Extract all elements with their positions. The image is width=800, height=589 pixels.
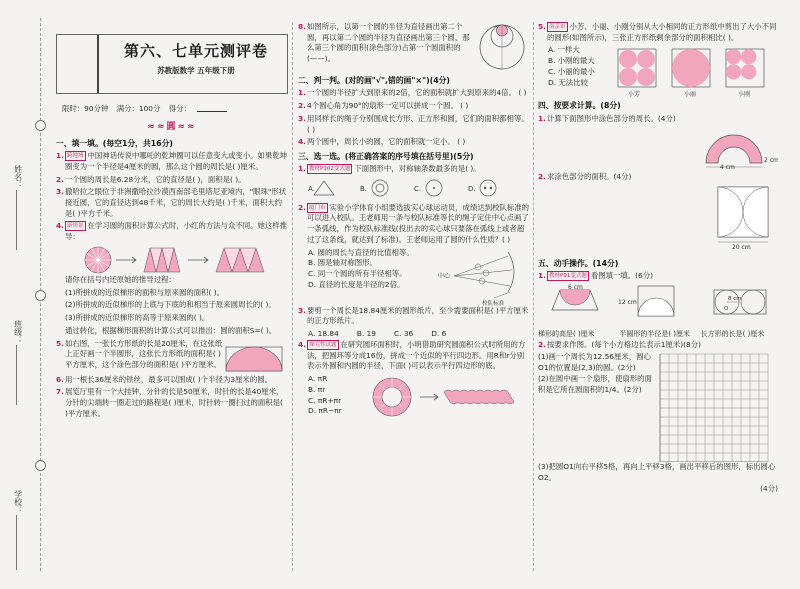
question-5-options-row xyxy=(538,45,778,97)
unit-banner: ≈≈圆≈≈ xyxy=(147,121,197,132)
choice-2-option-b[interactable]: B. 圆是轴对称图形。 xyxy=(308,258,377,268)
shot-put-arc-figure xyxy=(438,248,528,306)
three-squares-figure xyxy=(614,45,774,97)
choice-4-option-d[interactable]: D. πR−πr xyxy=(308,406,342,416)
section-5-heading: 五、动手操作。(14分) xyxy=(538,258,619,268)
title-box xyxy=(56,34,288,94)
section-4-heading: 四、按要求计算。(8分) xyxy=(538,101,621,111)
choice-4-options-row xyxy=(298,374,530,420)
question-4-conclusion: 通过转化，根据梯形面积的计算公式可以推出：圆的面积S=( )。 xyxy=(65,325,277,335)
question-6: 6. 用一根长36厘米的铁丝，最多可以围成( )个半径为3厘米的圆。 xyxy=(56,374,272,384)
draw-2-part-3: (3)把圆O1向右平移5格，再向上平移3格，画出平移后的图形，标出圆心O2。 xyxy=(538,462,776,483)
question-8: 8. 如图所示，以第一个圆的半径为直径画出第二个圆，再以第二个圆的半径为直径画出第三个圆，那么第三个圆的面积(涂色部分)占第一个圆面积的(——)。 xyxy=(298,22,470,64)
question-4: 4. 新情景 在学习圆的面积计算公式时，小红的方法与众不同。她这样推导： xyxy=(56,221,288,242)
choice-4: 4. 探究性试题 在研究圆环面积时，小明借助研究圆面积公式时所用的方法，把圆环等分成16份，拼成一个近似的平行四边形。用R和r分别表示外圆和内圆的半径，下面( )可以表示平行四边形的底。 xyxy=(298,339,526,371)
dimension-4cm: 4 cm xyxy=(720,163,735,169)
dimension-2cm: 2 cm xyxy=(764,156,778,164)
judge-4: 4. 两个圆中，周长小的圆，它的面积就一定小。 ( ) xyxy=(298,137,466,147)
option-a-label: A. xyxy=(308,185,315,193)
center-label: 中心 xyxy=(438,272,451,280)
semicircle-in-rectangle-figure xyxy=(224,345,286,375)
question-4-prompt: 请你在括号内还原她的推导过程： xyxy=(65,274,176,284)
choice-3-option-a[interactable]: A. 18.84 xyxy=(308,329,339,339)
answer-paren[interactable]: ( ) xyxy=(457,137,466,147)
binding-margin xyxy=(0,0,52,589)
choice-3: 3. 要剪一个周长是18.84厘米的圆形纸片，至少需要面积是( )平方厘米的正方形纸片。 xyxy=(298,305,529,326)
dimension-8cm: 8 cm xyxy=(728,295,742,302)
exam-info xyxy=(56,104,288,115)
question-4-part-2: (2)所拼成的近似梯形的上底与下底的和相当于原来圆周长的( )。 xyxy=(65,300,276,310)
section-3-heading: 三、选一选。(将正确答案的序号填在括号里)(5分) xyxy=(298,151,474,161)
concentric-circle-shape xyxy=(372,180,388,196)
choice-3-option-d[interactable]: D. 6 xyxy=(431,329,447,339)
school-field-line[interactable] xyxy=(16,515,17,570)
calc-1: 1. 计算下面图形中涂色部分的周长。(4分) xyxy=(538,113,676,123)
question-8-row xyxy=(298,22,530,72)
judge-1: 1. 一个圆的半径扩大到原来的2倍，它的面积就扩大到原来的4倍。 ( ) xyxy=(298,88,527,98)
draw-2-part-2: (2)在圆中画一个扇形，使扇形的面积是它所在圆面积的1/4。(2分) xyxy=(538,373,652,394)
question-tag: 新情景 xyxy=(67,223,84,230)
center-o-label: O xyxy=(724,305,729,312)
choice-3-option-b[interactable]: B. 19 xyxy=(356,329,376,339)
circle-to-trapezoid-figure xyxy=(56,245,288,275)
q5-option-a[interactable]: A. 一样大 xyxy=(548,45,580,55)
choice-4-option-b[interactable]: B. πr xyxy=(308,384,326,394)
choice-2-options-row xyxy=(298,248,530,306)
question-tag: 教材P102变式题 xyxy=(309,166,351,173)
star-in-square-figure xyxy=(538,185,778,251)
answer-paren[interactable]: ( ) xyxy=(307,124,316,134)
rectangle-length-blank[interactable]: 长方形的长是( )厘米 xyxy=(700,330,765,339)
choice-3-option-c[interactable]: C. 36 xyxy=(393,329,414,339)
semicircle-radius-blank[interactable]: 半圆形的半径是( )厘米 xyxy=(619,330,691,339)
class-field-line[interactable] xyxy=(16,345,17,405)
column-1 xyxy=(56,22,288,422)
question-2: 2. 一个圆的周长是6.28分米，它的直径是( )，面积是( )。 xyxy=(56,174,246,184)
punch-hole xyxy=(35,460,46,471)
draw-2: 2. 按要求作图。(每个小方格边长表示1厘米)(8分) xyxy=(538,339,701,349)
dimension-12cm: 12 cm xyxy=(618,298,637,306)
triangle-shape xyxy=(314,181,334,195)
option-d-label: D. xyxy=(468,185,476,193)
draw-2-part-1: (1)画一个周长为12.56厘米，圆心O1的位置是(2,3)的圆。(2分) xyxy=(538,352,651,373)
question-5: 5. 如右图，一张长方形纸的长是20厘米，在这张纸上正好画一个半圆形，这张长方形纸的面积是( )平方厘米，这个涂色部分的面积是( )平方厘米。 xyxy=(56,338,223,370)
choice-2: 2. 厦门市 实验小学体育小组要选拔实心球运动员，成绩达到校队标准的可以进入校队。王老师用一条与校队标准等长的绳子定住中心点画了一条弧线，作为校队标准线(投出去的实心球只要落在弧线上或者超过了这条线，就达到了标准)。王老师运用了圆的什么性质？( ) xyxy=(298,202,530,244)
q5-option-b[interactable]: B. 小刚的最大 xyxy=(548,56,595,66)
nested-circles-figure xyxy=(476,22,528,72)
column-divider xyxy=(292,22,293,571)
answer-paren[interactable]: ( ) xyxy=(460,101,469,111)
punch-hole xyxy=(35,290,46,301)
question-7: 7. 展览厅里有一个大挂钟，分针的长是50厘米，时针的长是40厘米，分针的尖端转一圈走过的路程是( )厘米，时针转一圈扫过的面积是( )平方厘米。 xyxy=(56,387,284,418)
exam-title: 第六、七单元测评卷 xyxy=(123,42,268,60)
symmetry-options-figure xyxy=(298,177,530,199)
q5-option-c[interactable]: C. 小丽的最小 xyxy=(548,66,595,76)
draw-2-row xyxy=(538,352,778,462)
arch-figure xyxy=(538,127,778,169)
three-shapes-figure xyxy=(538,284,778,326)
trapezoid-height-blank[interactable]: 梯形的高是( )厘米 xyxy=(538,330,595,339)
q5-option-d[interactable]: D. 无法比较 xyxy=(548,77,588,87)
column-2 xyxy=(298,22,530,420)
choice-4-option-a[interactable]: A. πR xyxy=(308,374,328,384)
judge-3: 3. 用同样长的绳子分别围成长方形、正方形和圆，它们的面积都相等。 ( ) xyxy=(298,113,529,134)
question-5-col3: 5. 南京市 小芳、小丽、小刚分别从大小相同的正方形纸中剪出了大小不同的圆形(如图所示)，三张正方形纸剩余部分的面积相比( )。 xyxy=(538,22,777,42)
title-tab xyxy=(97,35,99,93)
dimension-20cm: 20 cm xyxy=(732,243,751,251)
drawing-grid[interactable] xyxy=(656,352,776,462)
section-2-heading: 二、判一判。(对的画"√",错的画"×")(4分) xyxy=(298,76,450,85)
question-tag: 厦门市 xyxy=(309,204,326,211)
ring-to-parallelogram-figure xyxy=(368,374,528,420)
column-3 xyxy=(538,22,778,495)
exam-subtitle: 苏教版数学 五年级下册 xyxy=(157,65,235,75)
question-3: 3. 撒哈拉之眼位于非洲撒哈拉沙漠西南部毛里塔尼亚境内，"眼珠"形状接近圆，它的直径达到48千米，它的周长大约是( )千米，面积大约是( )平方千米。 xyxy=(56,187,287,218)
column-divider xyxy=(533,22,534,571)
draw-1: 1. 教材P91变式题 看图填一填。(6分) xyxy=(538,271,654,280)
xiaofang-label: 小芳 xyxy=(628,91,641,98)
name-field-label: 姓名： xyxy=(13,165,23,189)
question-4-part-1: (1)所拼成的近似梯形的面积与原来圆的面积( )。 xyxy=(65,287,225,297)
choice-2-option-a[interactable]: A. 圆的周长与直径的比值相等。 xyxy=(308,247,414,257)
option-c-label: C. xyxy=(414,185,422,193)
school-field-label: 学校： xyxy=(13,490,23,514)
question-1: 1. 跨地域 中国神话传说中哪吒的乾坤圈可以任意变大或变小。如果乾坤圈变为一个半径是4厘米的圆，那么这个圆的周长是( )厘米。 xyxy=(56,151,288,171)
choice-2-option-d[interactable]: D. 直径的长度是半径的2倍。 xyxy=(308,279,405,289)
circle-with-dots-shape xyxy=(480,180,496,196)
xiaoli-label: 小丽 xyxy=(684,91,697,98)
question-4-part-3: (3)所拼成的近似梯形的高等于原来圆的( )。 xyxy=(65,313,210,323)
score-label: 得分： xyxy=(168,104,191,113)
choice-3-options xyxy=(298,329,530,340)
question-tag: 探究性试题 xyxy=(309,341,337,348)
score-blank[interactable] xyxy=(197,104,227,112)
section-1-heading: 一、填一填。(每空1分，共16分) xyxy=(56,138,173,148)
question-tag: 跨地域 xyxy=(67,153,84,160)
choice-1: 1. 教材P102变式题 下面图形中，对称轴条数最多的是( )。 xyxy=(298,164,481,174)
judge-2: 2. 4个圆心角为90°的扇形一定可以拼成一个圆。 ( ) xyxy=(298,101,469,111)
standard-line-label: 校队标准 xyxy=(482,300,505,306)
option-b-label: B. xyxy=(360,185,368,193)
dimension-6cm: 6 cm xyxy=(568,283,583,291)
question-5-row xyxy=(56,339,288,375)
draw-1-blanks xyxy=(538,329,778,339)
xiaogang-label: 小刚 xyxy=(738,91,751,98)
total-score: 满分：100分 xyxy=(116,104,161,113)
question-tag: 教材P91变式题 xyxy=(549,273,587,279)
calc-2: 2. 求涂色部分的面积。(4分) xyxy=(538,172,632,182)
draw-2-score: (4分) xyxy=(760,483,778,493)
class-field-label: 班级： xyxy=(13,320,23,344)
choice-4-option-c[interactable]: C. πR+πr xyxy=(308,395,342,405)
choice-2-option-c[interactable]: C. 同一个圆的所有半径相等。 xyxy=(308,269,407,279)
time-limit: 限时：90分钟 xyxy=(62,104,109,113)
answer-paren[interactable]: ( ) xyxy=(518,88,527,98)
name-field-line[interactable] xyxy=(16,190,17,250)
punch-hole xyxy=(35,120,46,131)
question-tag: 南京市 xyxy=(549,24,566,30)
